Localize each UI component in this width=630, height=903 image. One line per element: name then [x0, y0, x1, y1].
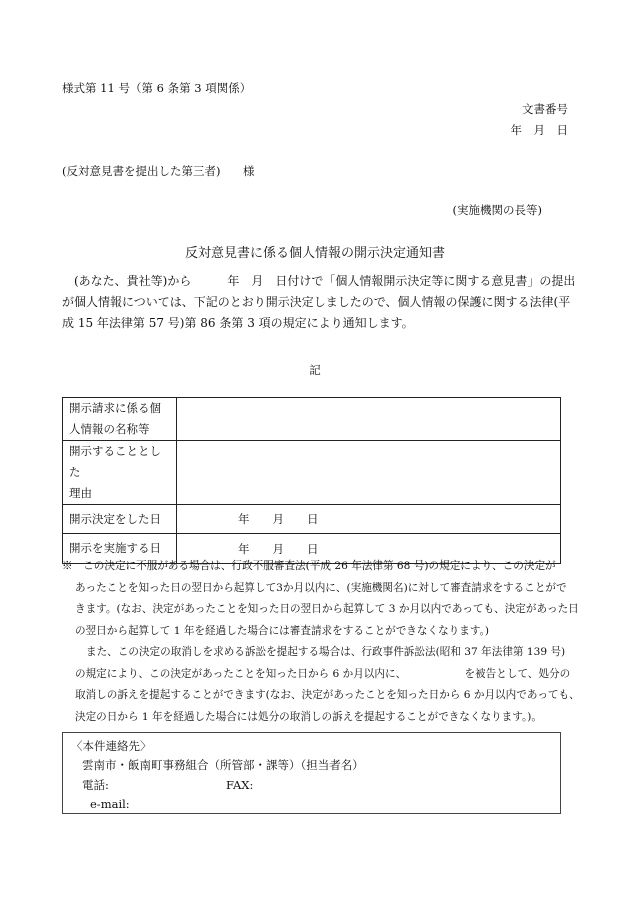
note-line: あったことを知った日の翌日から起算して3か月以内に、(実施機関名)に対して審査請求をすることがで: [75, 581, 567, 594]
document-title: 反対意見書に係る個人情報の開示決定通知書: [184, 246, 445, 261]
row-label-decision-date: [63, 505, 177, 534]
contact-box: [62, 732, 561, 814]
note-line: の規定により、この決定があったことを知った日から 6 か月以内に、 を被告として、処分の: [75, 667, 571, 680]
note-line: また、この決定の取消しを求める訴訟を提起する場合は、行政事件訴訟法(昭和 37 年法律第 139 号): [86, 646, 566, 658]
label-line: 開示請求に係る個: [69, 401, 161, 415]
note-line: ※ この決定に不服がある場合は、行政不服審査法(平成 26 年法律第 68 号)の規定により、この決定が: [62, 560, 556, 572]
contact-fax-label: FAX:: [226, 778, 254, 792]
date-placeholder: 年 月 日: [238, 541, 319, 556]
row-value-decision-date: [177, 505, 561, 534]
label-line: 開示することとした: [69, 444, 161, 479]
addressee-name: (反対意見書を提出した第三者): [62, 164, 221, 178]
row-label-reason: [63, 441, 177, 505]
decision-table: [62, 397, 561, 564]
contact-phone-label: 電話:: [82, 778, 109, 792]
issue-date-line: 年 月 日: [510, 123, 568, 137]
row-label-info-name: [63, 398, 177, 441]
label-line: 理由: [69, 486, 92, 500]
document-number-label: 文書番号: [522, 102, 568, 116]
note-line: 取消しの訴えを提起することができます(なお、決定があったことを知った日から 6 か月以内であっても、: [75, 689, 580, 701]
contact-heading: 〈本件連絡先〉: [71, 739, 152, 753]
label-line: 人情報の名称等: [69, 422, 150, 436]
note-line: 決定の日から 1 年を経過した場合には処分の取消しの訴えを提起することができなくなります。)。: [75, 710, 542, 723]
row-value-reason: [177, 441, 561, 505]
appeal-notes: [62, 556, 582, 728]
notice-body: [62, 271, 576, 334]
table-row: [63, 441, 561, 505]
table-row: [63, 398, 561, 441]
body-line: が個人情報については、下記のとおり開示決定しましたので、個人情報の保護に関する法律(平: [62, 295, 571, 309]
form-number: 様式第 11 号（第 6 条第 3 項関係）: [62, 81, 252, 95]
addressee-honorific: 様: [243, 164, 255, 178]
label-line: 開示決定をした日: [69, 511, 161, 526]
row-value-info-name: [177, 398, 561, 441]
body-line: 成 15 年法律第 57 号)第 86 条第 3 項の規定により通知します。: [62, 316, 414, 330]
label-line: 開示を実施する日: [69, 541, 161, 555]
contact-email-label: e-mail:: [90, 797, 130, 811]
note-line: の翌日から起算して 1 年を経過した場合には審査請求をすることができなくなります。): [75, 624, 490, 637]
body-line: (あなた、貴社等)から 年 月 日付けで「個人情報開示決定等に関する意見書」の提出: [74, 274, 576, 288]
sender-name: (実施機関の長等): [452, 203, 542, 217]
contact-organization: 雲南市・飯南町事務組合（所管部・課等）（担当者名）: [82, 758, 364, 772]
table-row: [63, 505, 561, 534]
ki-heading: 記: [309, 363, 321, 377]
date-placeholder: 年 月 日: [238, 512, 319, 526]
note-line: きます。(なお、決定があったことを知った日の翌日から起算して 3 か月以内であっても、決定があった日: [75, 603, 579, 615]
